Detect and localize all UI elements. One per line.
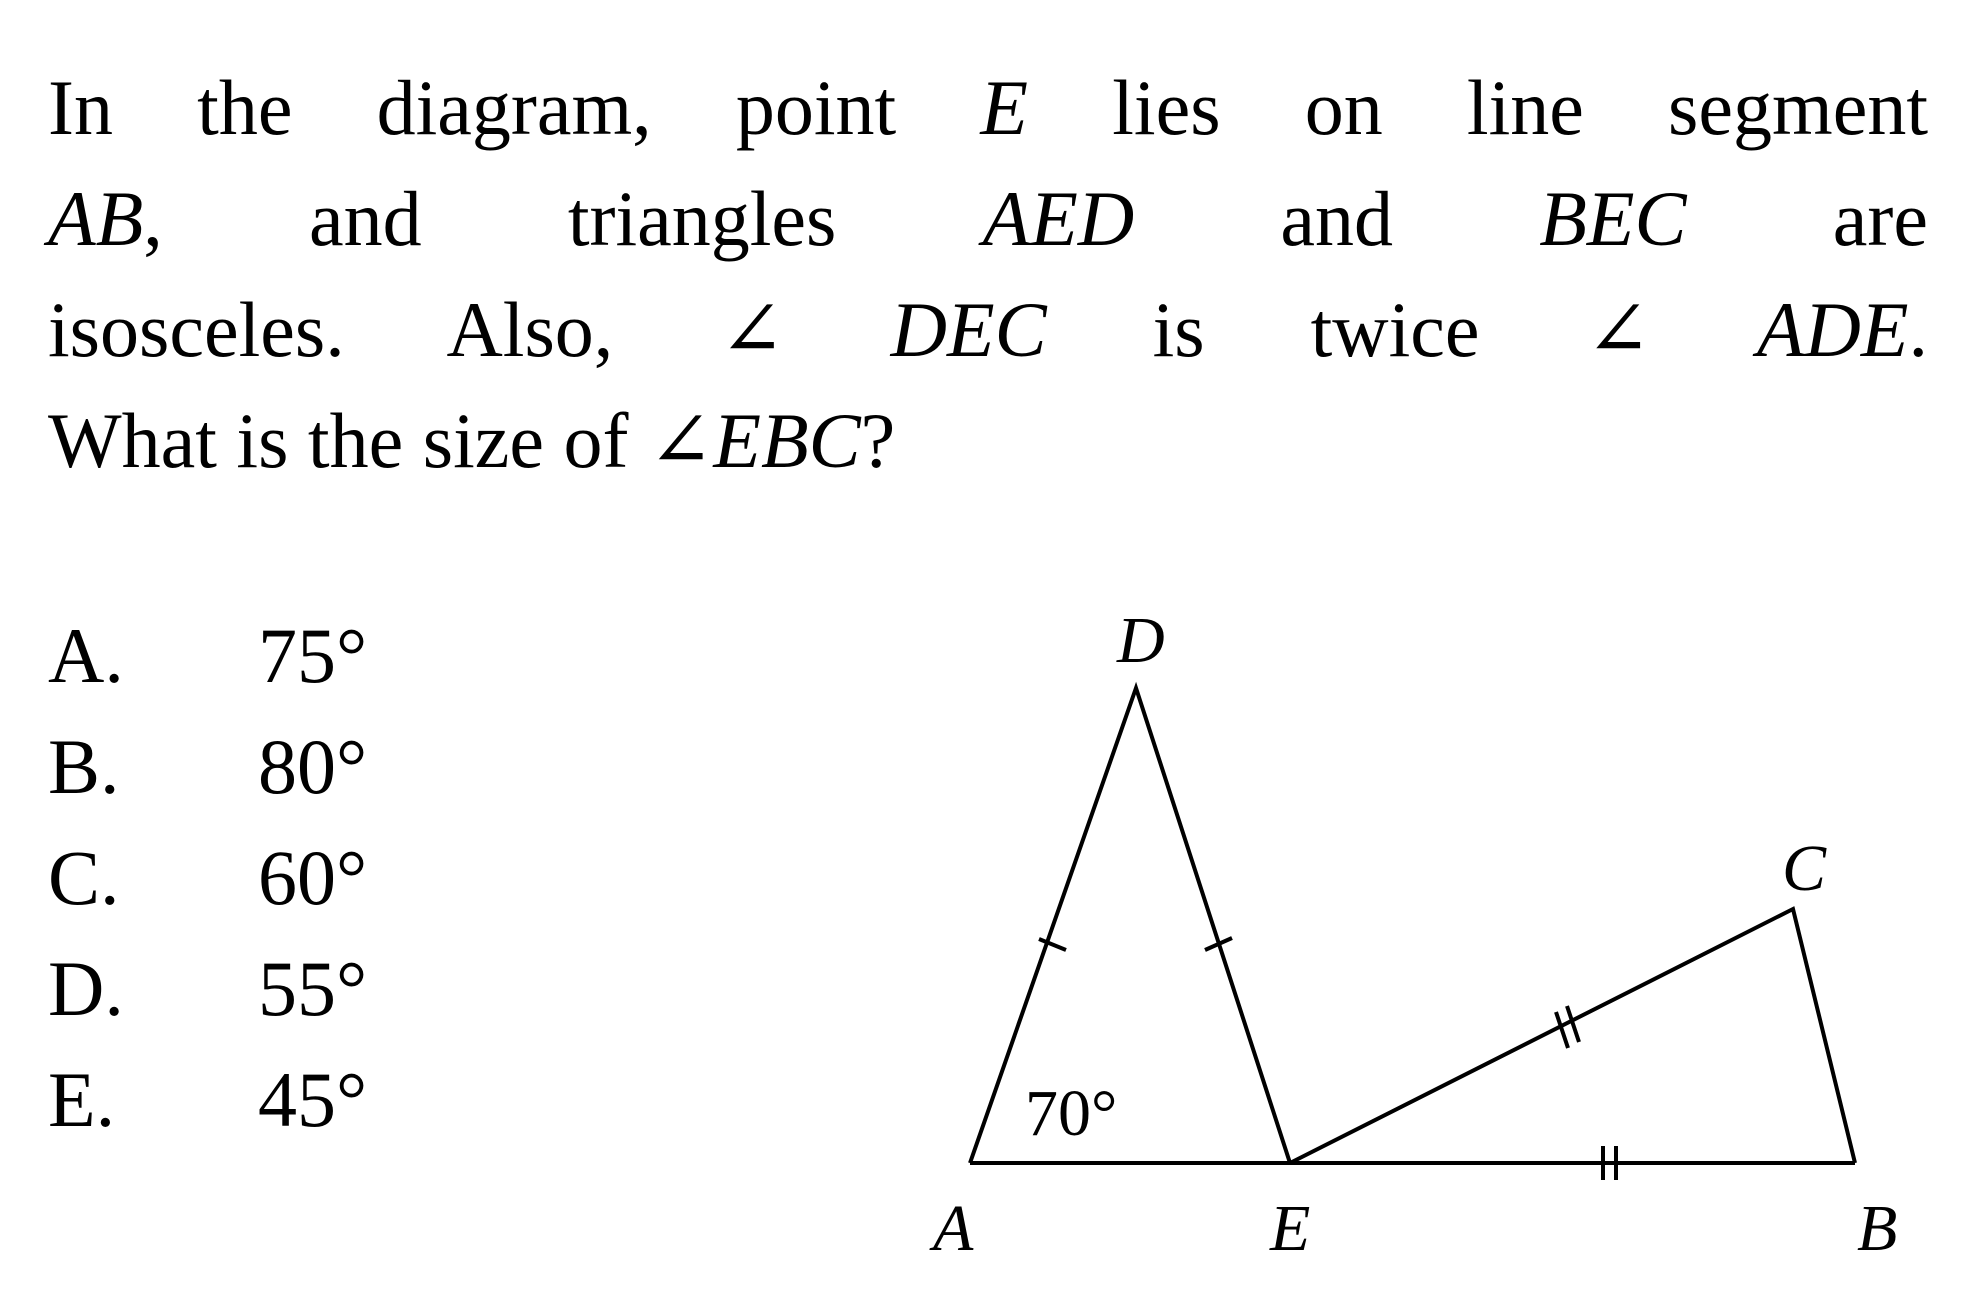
option-value: 55°	[258, 945, 368, 1032]
question-text-part: What is the size of ∠	[48, 397, 714, 484]
angle-ebc-variable: EBC	[713, 397, 861, 484]
triangle-bec-variable: BEC	[1539, 175, 1687, 262]
triangle-bec-sides	[1290, 909, 1855, 1163]
question-text-part: .	[1908, 286, 1929, 373]
option-letter: D.	[48, 945, 124, 1032]
question-text-part: , and triangles	[143, 175, 983, 262]
label-d: D	[1117, 604, 1165, 677]
angle-ade-variable: ADE	[1756, 286, 1909, 373]
question-text-part: is twice ∠	[1046, 286, 1757, 373]
label-e: E	[1270, 1192, 1311, 1265]
label-c: C	[1782, 832, 1827, 905]
option-letter: E.	[48, 1056, 116, 1143]
angle-dec-variable: DEC	[890, 286, 1047, 373]
option-value: 75°	[258, 612, 368, 699]
option-value: 45°	[258, 1056, 368, 1143]
triangle-aed-sides	[970, 688, 1290, 1163]
option-value: 60°	[258, 834, 368, 921]
angle-label-70: 70°	[1025, 1077, 1118, 1150]
triangle-aed-variable: AED	[982, 175, 1135, 262]
question-text-part: In the diagram, point	[48, 64, 981, 151]
point-e-variable: E	[980, 64, 1029, 151]
segment-ab-variable: AB	[48, 175, 144, 262]
question-text-part: are	[1686, 175, 1929, 262]
question-text-part: ?	[860, 397, 896, 484]
option-letter: C.	[48, 834, 120, 921]
label-b: B	[1857, 1192, 1898, 1265]
option-letter: A.	[48, 612, 124, 699]
label-a: A	[933, 1192, 974, 1265]
option-value: 80°	[258, 723, 368, 810]
option-letter: B.	[48, 723, 120, 810]
question-text-part: and	[1134, 175, 1540, 262]
question-text-part: isosceles. Also, ∠	[48, 286, 891, 373]
question-text-part: lies on line segment	[1028, 64, 1928, 151]
